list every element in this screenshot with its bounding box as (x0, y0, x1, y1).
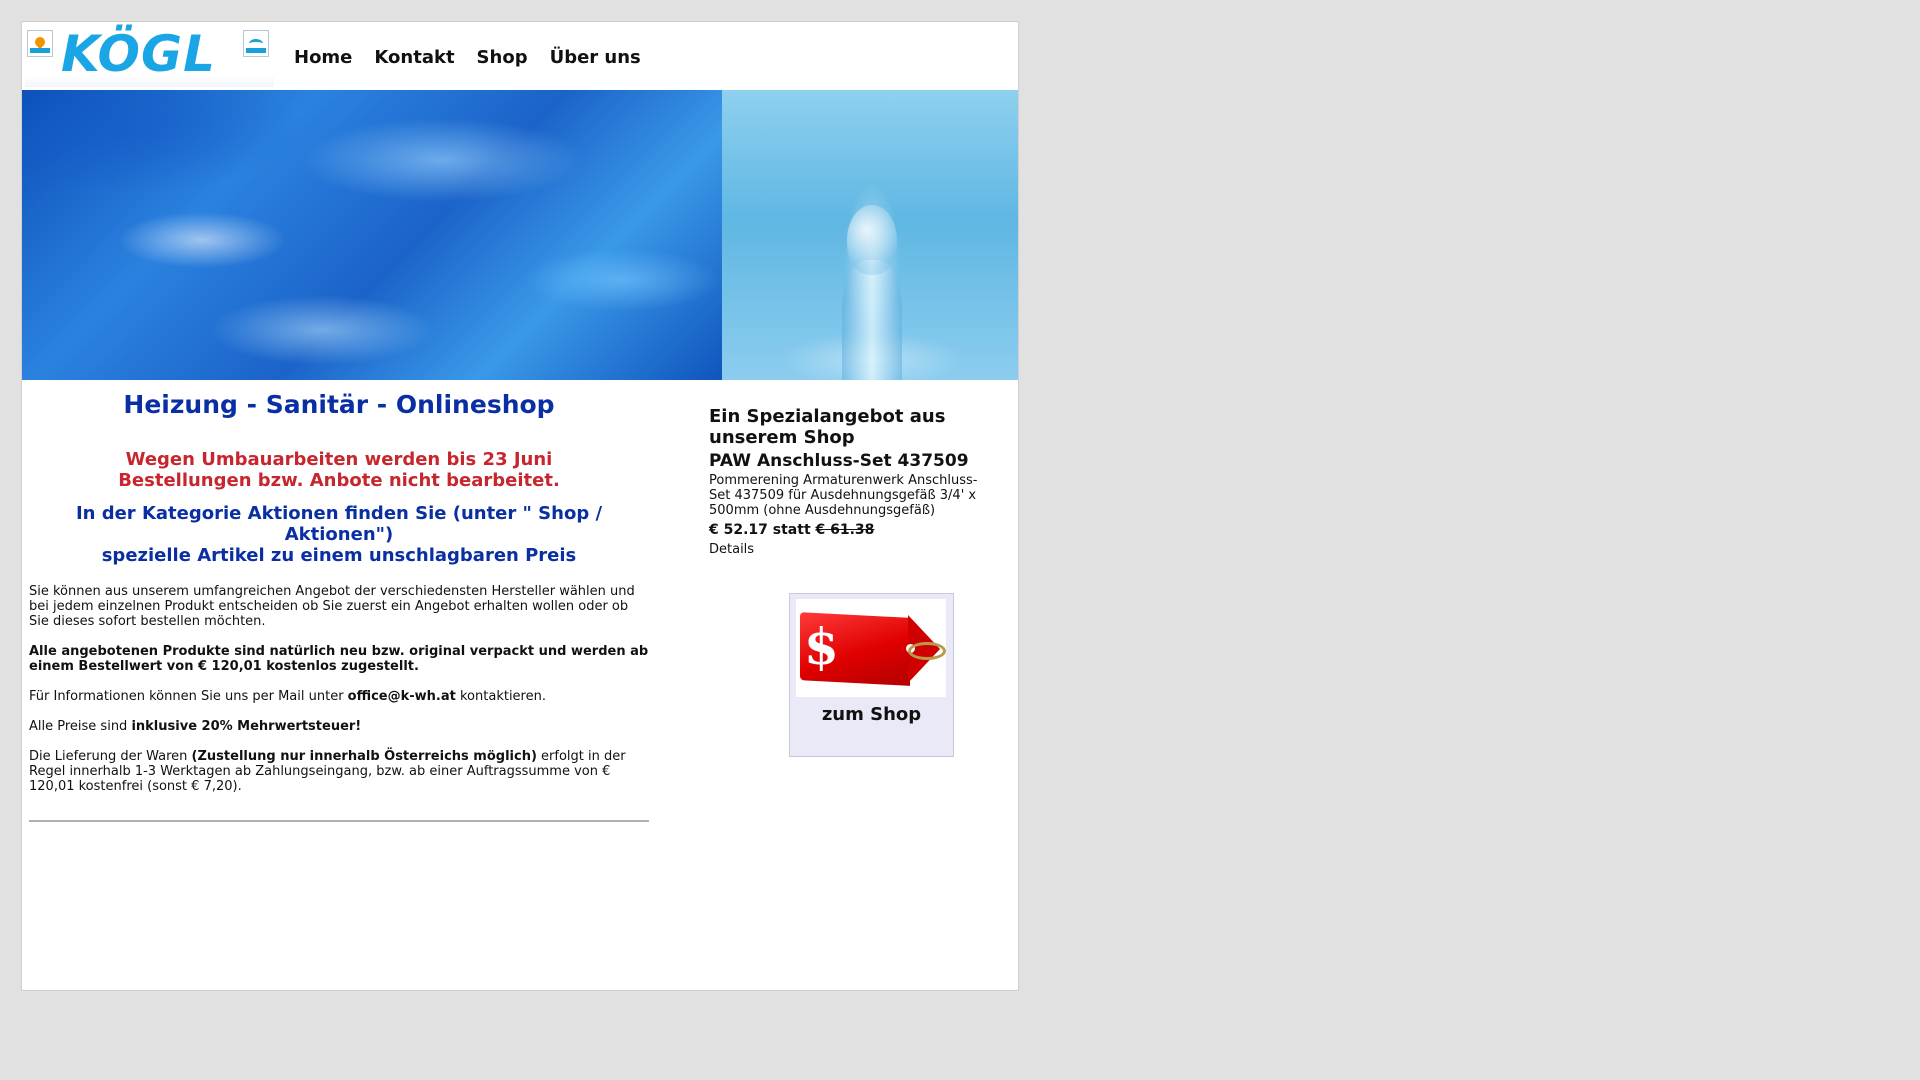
water-drop-shape (847, 205, 897, 275)
promo-line2: spezielle Artikel zu einem unschlagbaren Preis (101, 545, 577, 566)
delivery-post: erfolgt in der Regel innerhalb 1-3 Werktagen ab Zahlungseingang, bzw. ab einer Auftragssumme von € 120,01 kostenfrei (sonst € 7,20). (29, 749, 626, 794)
roof-badge-icon (243, 30, 269, 57)
price-new: € 52.17 (709, 522, 768, 538)
info-text (29, 584, 649, 794)
product-description: Pommerening Armaturenwerk Anschluss-Set 437509 für Ausdehnungsgefäß 3/4' x 500mm (ohne Ausdehnungsgefäß) (709, 473, 978, 518)
special-offer-sidebar (709, 406, 979, 557)
nav-kontakt[interactable]: Kontakt (374, 47, 455, 68)
product-title[interactable]: PAW Anschluss-Set 437509 (709, 451, 969, 471)
promo-line1: In der Kategorie Aktionen finden Sie (unter " Shop / Aktionen") (75, 503, 603, 545)
logo-wordmark: KÖGL (61, 25, 216, 83)
page-title: Heizung - Sanitär - Onlineshop (123, 390, 555, 419)
info-paragraph-offer: Sie können aus unserem umfangreichen Angebot der verschiedensten Hersteller wählen und bei jedem einzelnen Produkt entscheiden ob Sie zuerst ein Angebot erhalten wollen oder ob Sie dieses sofort bestellen möchten. (29, 584, 635, 629)
product-details-link[interactable]: Details (709, 542, 755, 557)
product-price (709, 522, 979, 538)
contact-post: kontaktieren. (455, 689, 546, 704)
content-divider (29, 820, 649, 822)
price-tag-icon (796, 599, 946, 697)
site-header (22, 22, 1019, 90)
flame-badge-icon (27, 30, 53, 57)
water-banner (22, 90, 1019, 380)
nav-home[interactable]: Home (294, 47, 353, 68)
main-navigation (294, 47, 641, 68)
nav-ueber-uns[interactable]: Über uns (549, 47, 641, 68)
info-paragraph-tax (29, 719, 649, 734)
special-offer-heading: Ein Spezialangebot aus unserem Shop (709, 406, 946, 448)
delivery-bold: (Zustellung nur innerhalb Österreichs möglich) (191, 749, 537, 764)
tax-pre: Alle Preise sind (29, 719, 132, 734)
closure-notice (29, 449, 649, 491)
water-splash-shape (842, 260, 902, 380)
water-ripples-image (22, 90, 722, 380)
price-old: € 61.38 (815, 522, 875, 538)
koegl-logo[interactable] (25, 25, 274, 87)
promo-text (29, 503, 649, 566)
delivery-pre: Die Lieferung der Waren (29, 749, 192, 764)
dollar-symbol: $ (804, 617, 839, 676)
contact-email: office@k-wh.at (347, 689, 456, 704)
contact-pre: Für Informationen können Sie uns per Mail unter (29, 689, 348, 704)
info-paragraph-shipping (29, 644, 649, 674)
main-content (29, 390, 649, 809)
info-paragraph-contact (29, 689, 649, 704)
tax-bold: inklusive 20% Mehrwertsteuer! (131, 719, 362, 734)
shop-button[interactable] (789, 593, 954, 757)
closure-notice-line1: Wegen Umbauarbeiten werden bis 23 Juni (125, 449, 553, 470)
info-paragraph-delivery (29, 749, 649, 794)
closure-notice-line2: Bestellungen bzw. Anbote nicht bearbeitet. (118, 470, 560, 491)
shop-button-label: zum Shop (821, 704, 922, 725)
price-word: statt (767, 522, 816, 538)
shipping-bold-text: Alle angebotenen Produkte sind natürlich neu bzw. original verpackt und werden ab einem Bestellwert von € 120,01 kostenlos zugestellt. (29, 644, 649, 674)
nav-shop[interactable]: Shop (476, 47, 528, 68)
